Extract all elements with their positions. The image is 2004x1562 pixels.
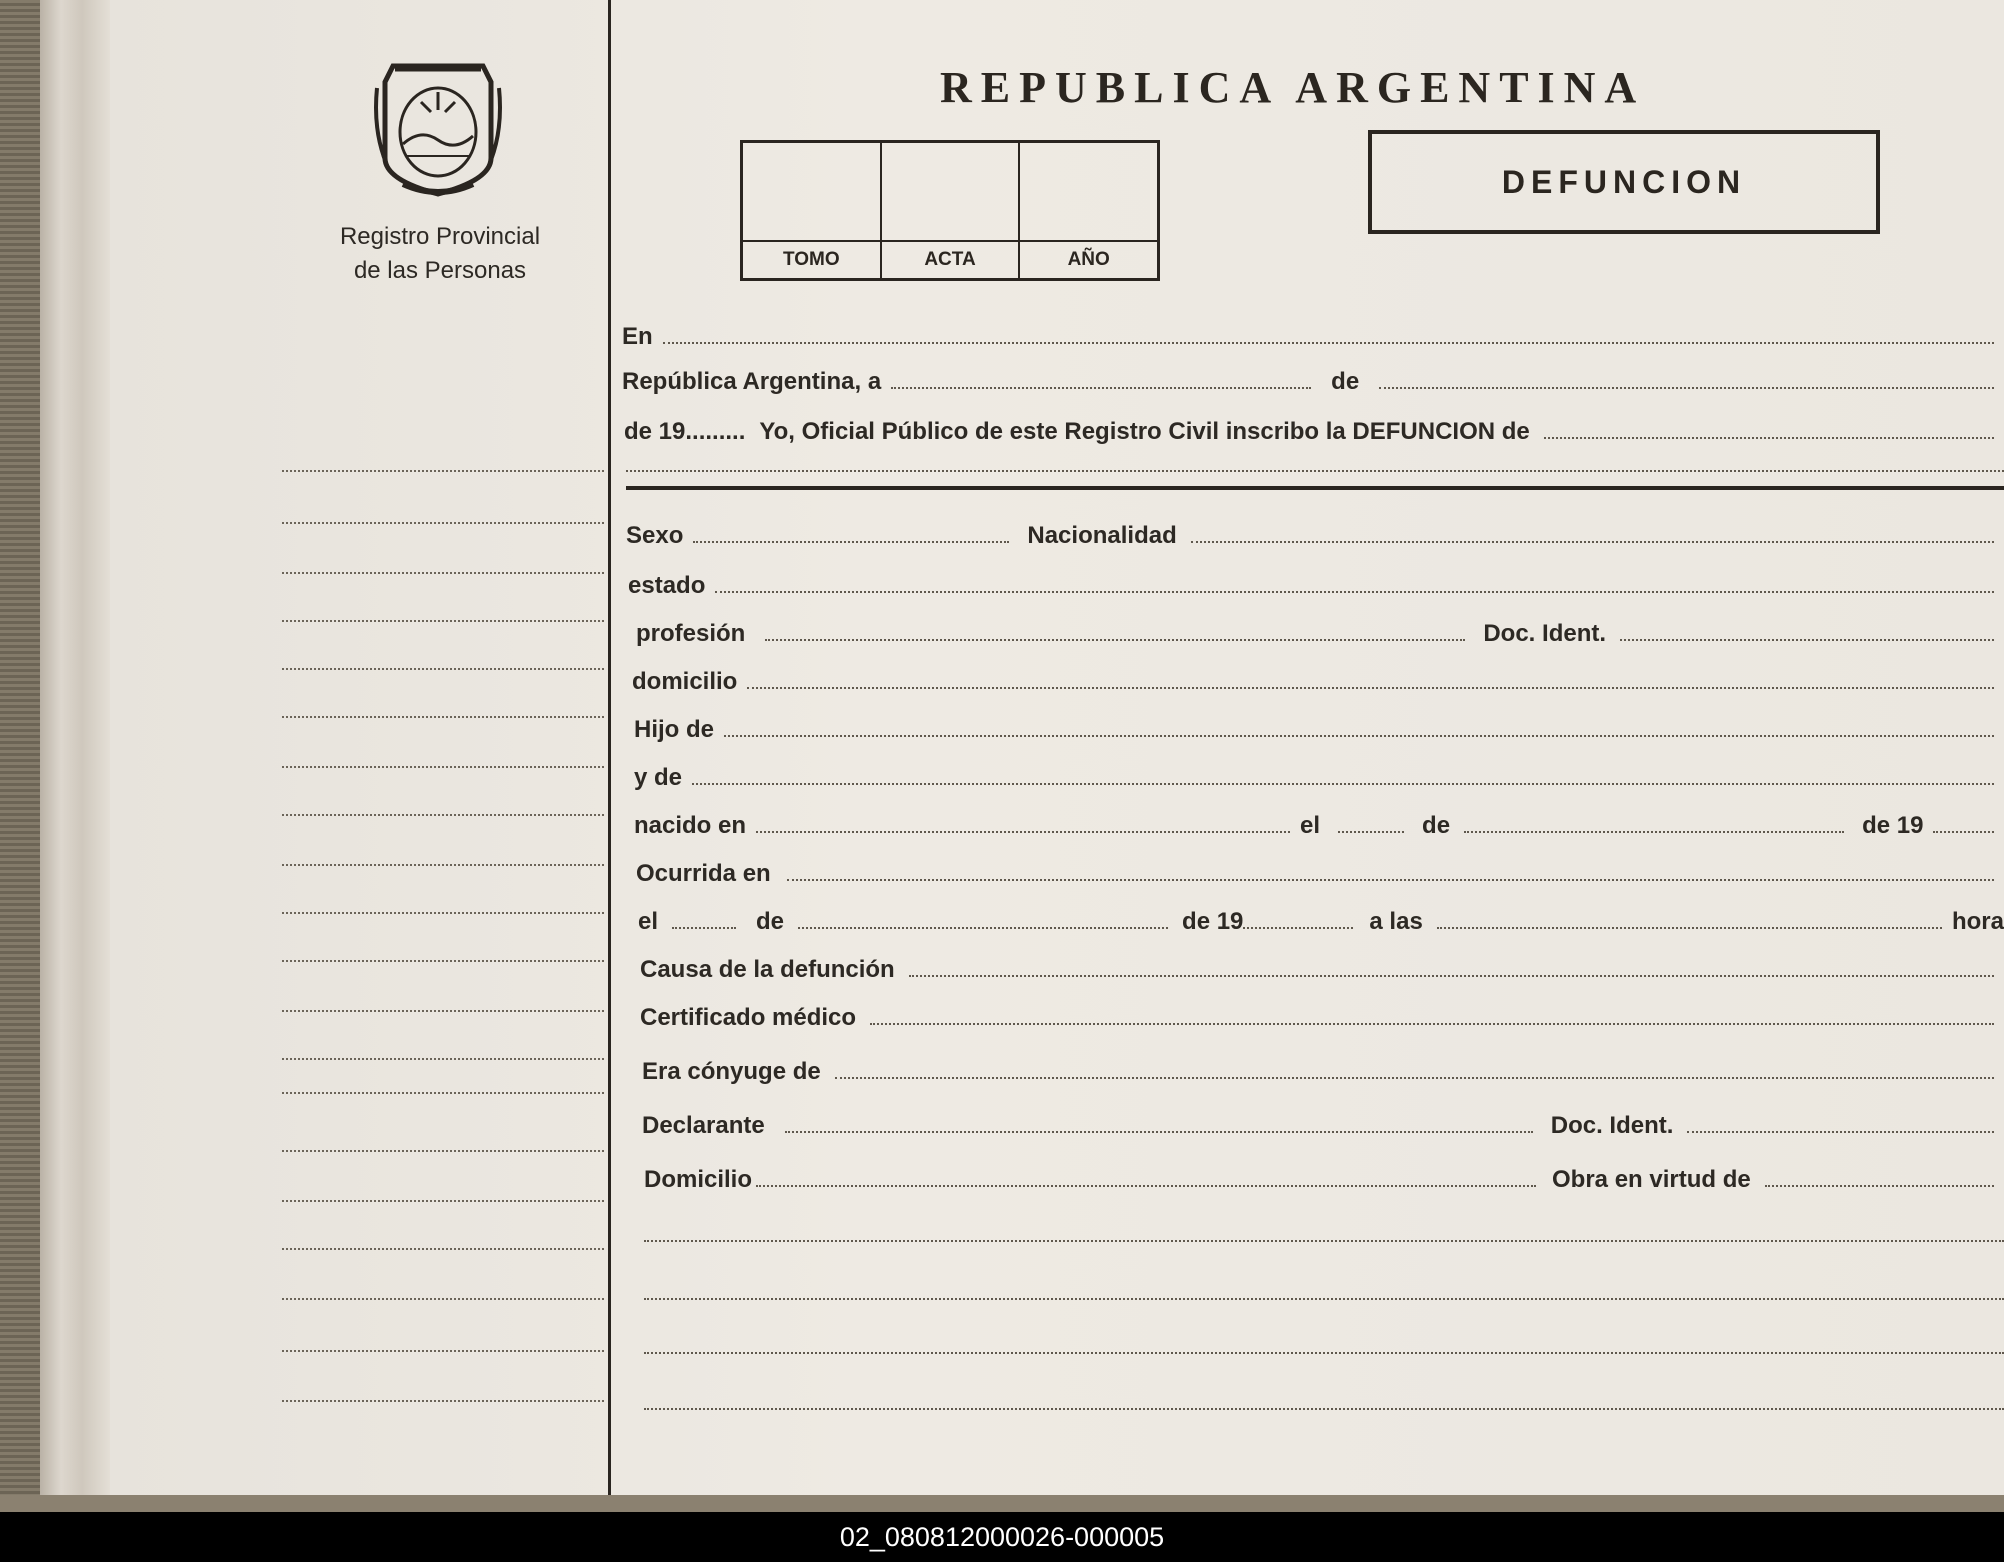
label-estado: estado bbox=[628, 572, 706, 599]
row-death-date bbox=[638, 908, 2004, 936]
field-month[interactable] bbox=[1379, 386, 1994, 389]
registry-name bbox=[300, 220, 580, 288]
record-cell[interactable] bbox=[882, 143, 1021, 278]
label-causa: Causa de la defunción bbox=[640, 956, 895, 983]
record-label: ACTA bbox=[882, 240, 1019, 278]
row-estado bbox=[628, 572, 2004, 600]
field-nacionalidad[interactable] bbox=[1191, 540, 1994, 543]
label-conyuge: Era cónyuge de bbox=[642, 1058, 821, 1085]
label-domicilio: domicilio bbox=[632, 668, 738, 695]
field-death-day[interactable] bbox=[672, 926, 736, 929]
field-death-place[interactable] bbox=[787, 878, 1994, 881]
row-nacido bbox=[634, 812, 2004, 840]
label-year-prefix: de 19......... bbox=[624, 418, 746, 445]
stub-line bbox=[282, 912, 604, 914]
stub-line bbox=[282, 1350, 604, 1352]
field-death-time[interactable] bbox=[1437, 926, 1942, 929]
field-father[interactable] bbox=[724, 734, 1994, 737]
image-caption: 02_080812000026-000005 bbox=[0, 1512, 2004, 1562]
label-el-death: el bbox=[638, 908, 659, 935]
field-causa[interactable] bbox=[909, 974, 1994, 977]
field-birthplace[interactable] bbox=[756, 830, 1290, 833]
year-cell[interactable] bbox=[1020, 143, 1157, 278]
row-profesion bbox=[636, 620, 2004, 648]
field-birth-day[interactable] bbox=[1338, 830, 1404, 833]
field-profesion[interactable] bbox=[765, 638, 1465, 641]
year-label: AÑO bbox=[1020, 240, 1157, 278]
row-declarante bbox=[642, 1112, 2004, 1140]
form-line-blank[interactable] bbox=[644, 1298, 2004, 1300]
form-line-blank[interactable] bbox=[644, 1408, 2004, 1410]
label-de-death: de bbox=[756, 908, 785, 935]
label-declarante: Declarante bbox=[642, 1112, 765, 1139]
row-inscribo bbox=[624, 418, 2004, 446]
label-en: En bbox=[622, 323, 653, 350]
label-death-year: de 19 bbox=[1182, 908, 1244, 935]
stub-line bbox=[282, 1092, 604, 1094]
label-inscribo: Yo, Oficial Público de este Registro Civil inscribo la DEFUNCION de bbox=[759, 418, 1530, 445]
field-deceased-name-cont[interactable] bbox=[626, 470, 2004, 472]
field-death-year[interactable] bbox=[1243, 926, 1353, 929]
field-doc-ident[interactable] bbox=[1620, 638, 1994, 641]
form-line-blank[interactable] bbox=[644, 1352, 2004, 1354]
label-de: de bbox=[1331, 368, 1360, 395]
field-sexo[interactable] bbox=[693, 540, 1009, 543]
page-stack-edge bbox=[40, 0, 110, 1495]
row-causa bbox=[640, 956, 2004, 984]
form-line-blank[interactable] bbox=[644, 1240, 2004, 1242]
label-el: el bbox=[1300, 812, 1321, 839]
country-title: REPUBLICA ARGENTINA bbox=[940, 63, 1646, 112]
field-en[interactable] bbox=[663, 341, 1994, 344]
stub-line bbox=[282, 668, 604, 670]
field-domicilio-2[interactable] bbox=[756, 1184, 1536, 1187]
label-doc-ident: Doc. Ident. bbox=[1483, 620, 1607, 647]
stub-line bbox=[282, 960, 604, 962]
record-ref-box bbox=[740, 140, 1160, 281]
label-birth-year: de 19 bbox=[1862, 812, 1924, 839]
stub-line bbox=[282, 522, 604, 524]
row-en bbox=[622, 323, 2004, 351]
label-republica-a: República Argentina, a bbox=[622, 368, 882, 395]
row-certificado bbox=[640, 1004, 2004, 1032]
book-cover-edge bbox=[0, 1495, 2004, 1512]
stub-line bbox=[282, 620, 604, 622]
field-domicilio[interactable] bbox=[747, 686, 1994, 689]
field-obra[interactable] bbox=[1765, 1184, 1994, 1187]
label-profesion: profesión bbox=[636, 620, 746, 647]
stub-line bbox=[282, 1010, 604, 1012]
row-y-de bbox=[634, 764, 2004, 792]
label-sexo: Sexo bbox=[626, 522, 684, 549]
stub-line bbox=[282, 572, 604, 574]
stub-line bbox=[282, 864, 604, 866]
field-mother[interactable] bbox=[692, 782, 1994, 785]
label-de-birth: de bbox=[1422, 812, 1451, 839]
row-domicilio-2 bbox=[644, 1166, 2004, 1194]
field-birth-year[interactable] bbox=[1933, 830, 1994, 833]
row-conyuge bbox=[642, 1058, 2004, 1086]
label-nacido-en: nacido en bbox=[634, 812, 747, 839]
field-declarante[interactable] bbox=[785, 1130, 1533, 1133]
stub-line bbox=[282, 1400, 604, 1402]
field-birth-month[interactable] bbox=[1464, 830, 1844, 833]
registry-name-line1: Registro Provincial bbox=[339, 223, 541, 250]
stub-line bbox=[282, 716, 604, 718]
field-certificado[interactable] bbox=[870, 1022, 1994, 1025]
label-domicilio-2: Domicilio bbox=[644, 1166, 753, 1193]
field-deceased-name[interactable] bbox=[1544, 436, 1994, 439]
volume-cell[interactable] bbox=[743, 143, 882, 278]
section-divider bbox=[626, 486, 2004, 490]
field-death-month[interactable] bbox=[798, 926, 1168, 929]
stub-line bbox=[282, 1150, 604, 1152]
label-a-las: a las bbox=[1369, 908, 1423, 935]
book-binding bbox=[0, 0, 40, 1512]
label-hora: hora bbox=[1951, 908, 2004, 935]
label-doc-ident-2: Doc. Ident. bbox=[1550, 1112, 1674, 1139]
label-hijo-de: Hijo de bbox=[634, 716, 715, 743]
stub-line bbox=[282, 1248, 604, 1250]
label-obra: Obra en virtud de bbox=[1552, 1166, 1751, 1193]
field-estado[interactable] bbox=[715, 590, 1994, 593]
stub-line bbox=[282, 766, 604, 768]
row-republica bbox=[622, 368, 2004, 396]
stub-line bbox=[282, 814, 604, 816]
row-domicilio bbox=[632, 668, 2004, 696]
registry-name-line2: de las Personas bbox=[353, 257, 527, 284]
stub-line bbox=[282, 1058, 604, 1060]
row-ocurrida bbox=[636, 860, 2004, 888]
stub-line bbox=[282, 1200, 604, 1202]
volume-label: TOMO bbox=[743, 240, 880, 278]
field-day[interactable] bbox=[891, 386, 1311, 389]
stub-line bbox=[282, 1298, 604, 1300]
label-certificado: Certificado médico bbox=[640, 1004, 857, 1031]
record-type-box: DEFUNCION bbox=[1368, 130, 1880, 234]
misiones-seal-icon bbox=[373, 48, 503, 200]
field-doc-ident-2[interactable] bbox=[1687, 1130, 1994, 1133]
row-hijo bbox=[634, 716, 2004, 744]
stub-line bbox=[282, 470, 604, 472]
field-conyuge[interactable] bbox=[835, 1076, 1994, 1079]
label-nacionalidad: Nacionalidad bbox=[1027, 522, 1177, 549]
label-ocurrida-en: Ocurrida en bbox=[636, 860, 771, 887]
row-sexo bbox=[626, 522, 2004, 550]
label-y-de: y de bbox=[634, 764, 683, 791]
